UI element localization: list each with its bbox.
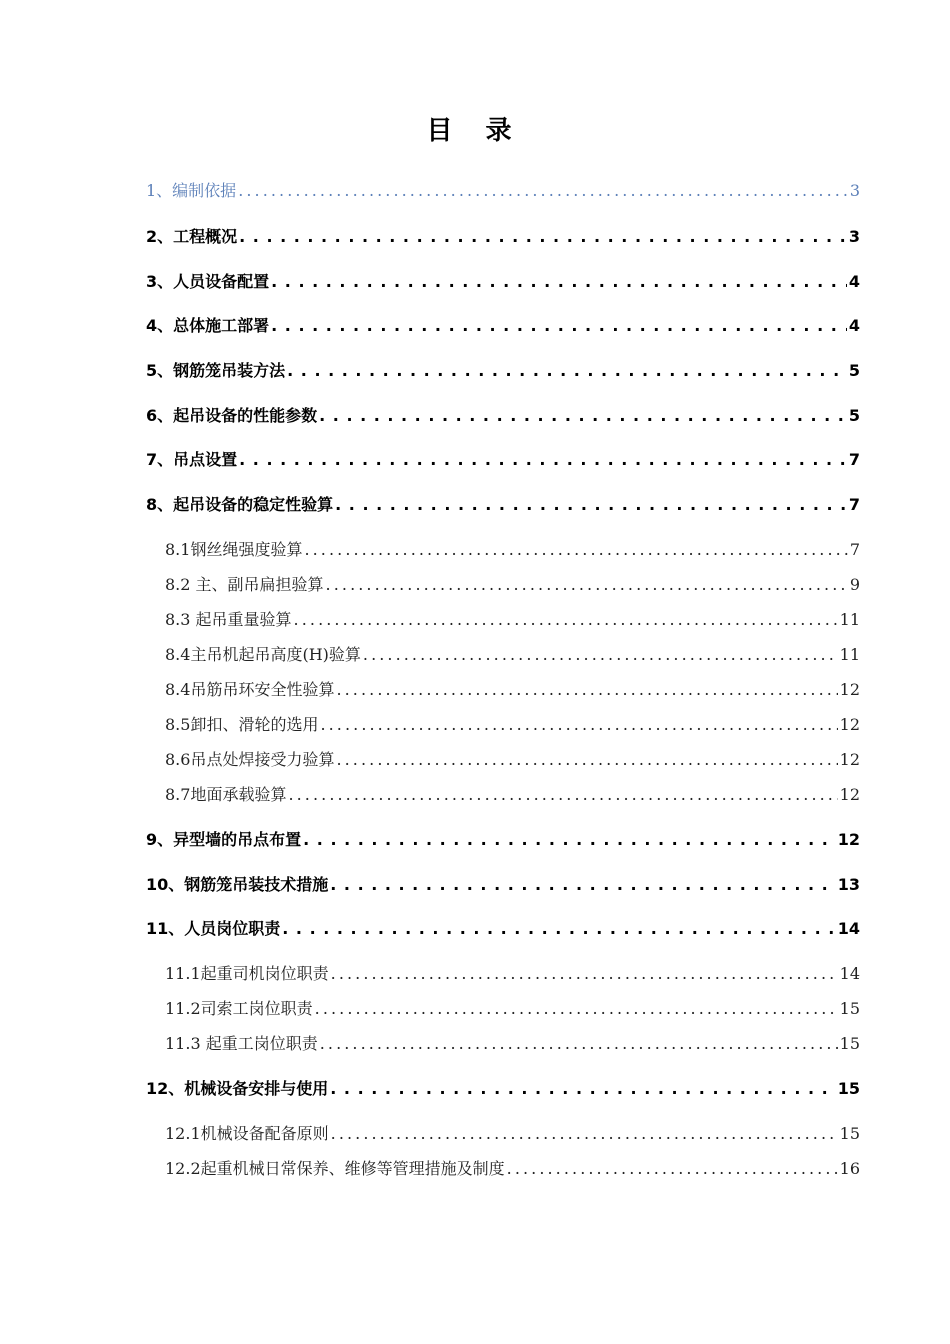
toc-entry-label: 4、总体施工部署: [146, 316, 270, 335]
toc-page-number: 4: [848, 316, 860, 335]
toc-page-number: 7: [849, 540, 860, 559]
toc-page-number: 11: [839, 645, 860, 664]
toc-page-number: 13: [837, 875, 860, 894]
toc-entry-label: 8.4主吊机起吊高度(H)验算: [165, 645, 361, 664]
toc-entry-label: 5、钢筋笼吊装方法: [146, 361, 286, 380]
toc-entry-label: 8.7地面承载验算: [165, 785, 287, 804]
toc-entry-8-4a[interactable]: [165, 642, 860, 665]
toc-entry-8-6[interactable]: [165, 747, 860, 770]
toc-entry-8-3[interactable]: [165, 607, 860, 630]
toc-entry-12-2[interactable]: [165, 1156, 860, 1179]
toc-entry-label: 2、工程概况: [146, 227, 238, 246]
toc-leader: [304, 540, 847, 559]
page-title: 目 录: [426, 116, 524, 146]
toc-entry-label: 11.3 起重工岗位职责: [165, 1034, 318, 1053]
toc-entry-10[interactable]: [146, 872, 860, 895]
toc-entry-label: 8.4吊筋吊环安全性验算: [165, 680, 335, 699]
toc-leader: [330, 1079, 835, 1098]
toc-entry-8-7[interactable]: [165, 782, 860, 805]
toc-leader: [239, 227, 847, 246]
toc-page-number: 16: [839, 1159, 860, 1178]
toc-page-number: 12: [839, 715, 860, 734]
toc-entry-label: 11、人员岗位职责: [146, 919, 281, 938]
toc-entry-label: 7、吊点设置: [146, 450, 238, 469]
toc-entry-3[interactable]: [146, 269, 860, 292]
toc-leader: [238, 181, 848, 200]
toc-leader: [239, 450, 847, 469]
toc-leader: [271, 316, 847, 335]
toc-page-number: 15: [839, 999, 860, 1018]
toc-leader: [315, 999, 838, 1018]
toc-leader: [336, 680, 837, 699]
toc-entry-label: 8.3 起吊重量验算: [165, 610, 292, 629]
toc-entry-11[interactable]: [146, 916, 860, 939]
toc-entry-label: 6、起吊设备的性能参数: [146, 406, 318, 425]
toc-page-number: 3: [849, 181, 860, 200]
toc-page-number: 12: [839, 750, 860, 769]
toc-page-number: 5: [848, 361, 860, 380]
toc-page-number: 7: [848, 495, 860, 514]
toc-entry-label: 1、编制依据: [146, 181, 237, 200]
toc-leader: [330, 875, 835, 894]
toc-leader: [303, 830, 836, 849]
toc-entry-7[interactable]: [146, 447, 860, 470]
toc-entry-11-2[interactable]: [165, 996, 860, 1019]
toc-page-number: 12: [839, 785, 860, 804]
toc-entry-8[interactable]: [146, 492, 860, 515]
toc-page-number: 3: [848, 227, 860, 246]
toc-entry-6[interactable]: [146, 403, 860, 426]
toc-leader: [363, 645, 838, 664]
toc-leader: [336, 750, 837, 769]
toc-page-number: 7: [848, 450, 860, 469]
toc-entry-1[interactable]: [146, 178, 860, 201]
toc-entry-label: 12.2起重机械日常保养、维修等管理措施及制度: [165, 1159, 505, 1178]
toc-leader: [271, 272, 847, 291]
toc-entry-label: 10、钢筋笼吊装技术措施: [146, 875, 329, 894]
toc-page-number: 9: [849, 575, 860, 594]
toc-leader: [319, 406, 847, 425]
toc-entry-5[interactable]: [146, 358, 860, 381]
toc-entry-8-5[interactable]: [165, 712, 860, 735]
toc-page-number: 5: [848, 406, 860, 425]
toc-entry-11-1[interactable]: [165, 961, 860, 984]
toc-entry-label: 8.6吊点处焊接受力验算: [165, 750, 335, 769]
toc-entry-label: 8.5卸扣、滑轮的选用: [165, 715, 319, 734]
toc-page-number: 12: [839, 680, 860, 699]
toc-entry-label: 11.2司索工岗位职责: [165, 999, 313, 1018]
toc-entry-label: 11.1起重司机岗位职责: [165, 964, 329, 983]
toc-entry-label: 9、异型墙的吊点布置: [146, 830, 302, 849]
toc-leader: [331, 964, 838, 983]
toc-leader: [335, 495, 847, 514]
toc-leader: [282, 919, 835, 938]
toc-leader: [331, 1124, 838, 1143]
toc-leader: [294, 610, 838, 629]
toc-entry-4[interactable]: [146, 313, 860, 336]
toc-leader: [320, 715, 837, 734]
toc-entry-label: 12、机械设备安排与使用: [146, 1079, 329, 1098]
toc-leader: [507, 1159, 838, 1178]
toc-page-number: 12: [837, 830, 860, 849]
toc-leader: [326, 575, 848, 594]
toc-page-number: 15: [837, 1079, 860, 1098]
toc-page-number: 14: [837, 919, 860, 938]
toc-entry-8-2[interactable]: [165, 572, 860, 595]
toc-page-number: 11: [839, 610, 860, 629]
toc-page-number: 14: [839, 964, 860, 983]
toc-entry-label: 8、起吊设备的稳定性验算: [146, 495, 334, 514]
toc-entry-label: 3、人员设备配置: [146, 272, 270, 291]
toc-entry-8-4b[interactable]: [165, 677, 860, 700]
toc-entry-2[interactable]: [146, 224, 860, 247]
toc-leader: [288, 785, 837, 804]
toc-entry-label: 8.2 主、副吊扁担验算: [165, 575, 324, 594]
toc-entry-8-1[interactable]: [165, 537, 860, 560]
toc-leader: [320, 1034, 838, 1053]
toc-entry-11-3[interactable]: [165, 1031, 860, 1054]
toc-entry-9[interactable]: [146, 827, 860, 850]
toc-entry-12-1[interactable]: [165, 1121, 860, 1144]
toc-entry-12[interactable]: [146, 1076, 860, 1099]
toc-leader: [287, 361, 847, 380]
toc-page-number: 4: [848, 272, 860, 291]
toc-page-number: 15: [839, 1034, 860, 1053]
toc-page-number: 15: [839, 1124, 860, 1143]
toc-entry-label: 12.1机械设备配备原则: [165, 1124, 329, 1143]
toc-entry-label: 8.1钢丝绳强度验算: [165, 540, 303, 559]
